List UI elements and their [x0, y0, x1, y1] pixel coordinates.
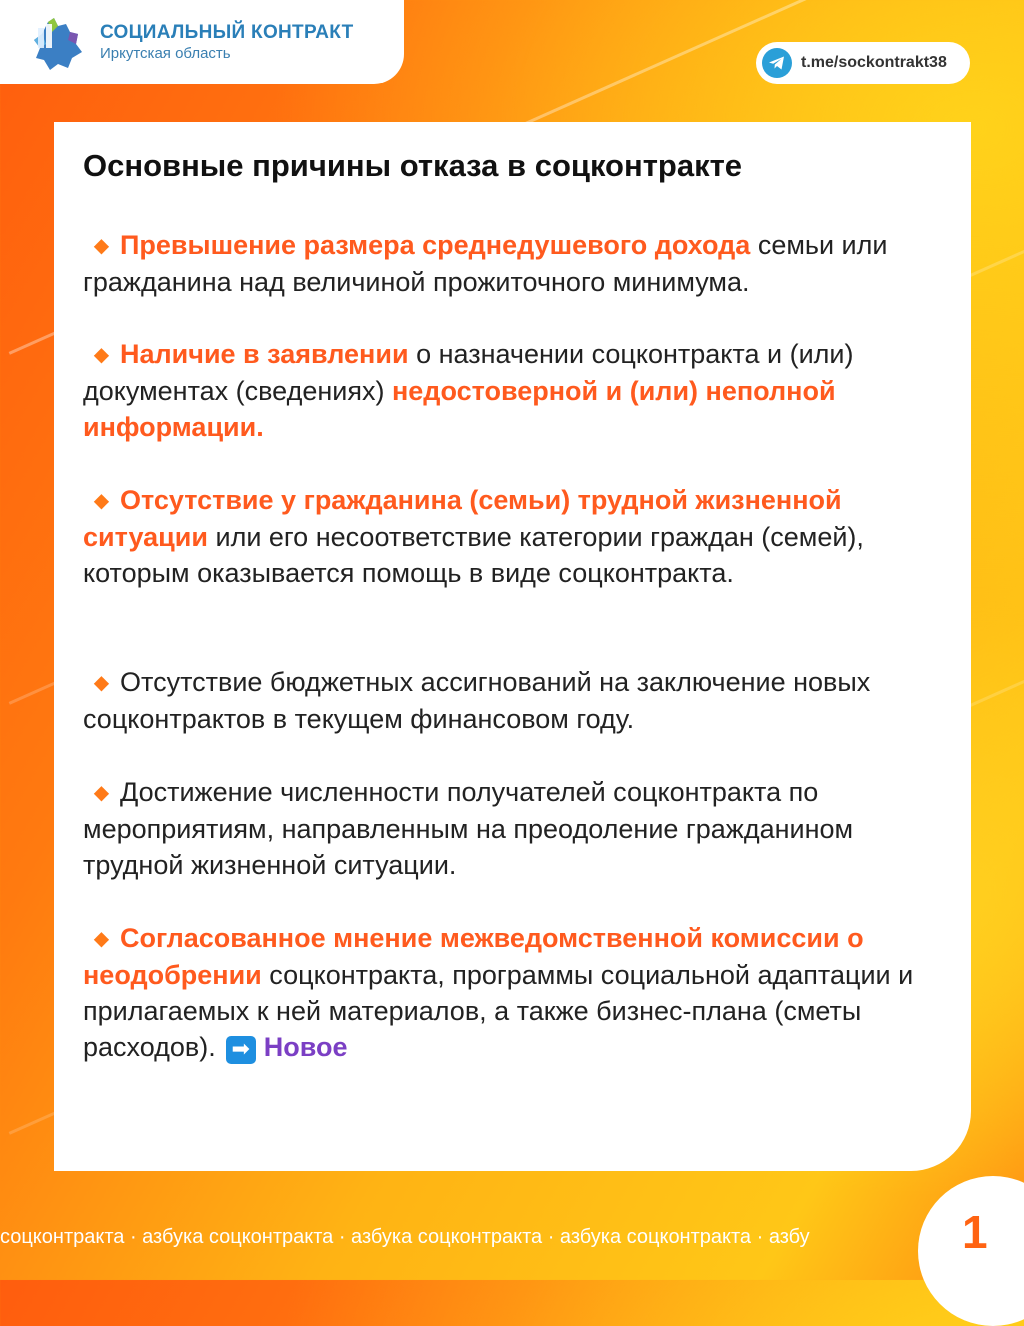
reason-item: ◆ Отсутствие у гражданина (семьи) трудной жизненной ситуации или его несоответствие категории граждан (семей), которым оказывается помощь в виде соцконтракта.	[83, 485, 864, 588]
telegram-link-text[interactable]: t.me/sockontrakt38	[801, 54, 947, 71]
diamond-bullet-icon: ◆	[93, 928, 110, 950]
reason-item: ◆ Достижение численности получателей соцконтракта по мероприятиям, направленным на преодоление гражданином трудной жизненной ситуации.	[83, 777, 854, 880]
reason-item: ◆ Отсутствие бюджетных ассигнований на заключение новых соцконтрактов в текущем финансовом году.	[83, 667, 871, 734]
content-card	[54, 122, 971, 1171]
footer-ticker: соцконтракта · азбука соцконтракта · азбука соцконтракта · азбука соцконтракта · азбу	[0, 1226, 810, 1248]
telegram-link[interactable]	[756, 42, 970, 84]
diamond-bullet-icon: ◆	[93, 235, 110, 257]
irkutsk-region-map-logo	[28, 14, 86, 72]
reason-item: ◆ Наличие в заявлении о назначении соцконтракта и (или) документах (сведениях) недостоверной и (или) неполной информации.	[83, 339, 854, 442]
card-title: Основные причины отказа в соцконтракте	[83, 148, 743, 183]
brand-header	[0, 0, 404, 84]
diamond-bullet-icon: ◆	[93, 344, 110, 366]
diamond-bullet-icon: ◆	[93, 782, 110, 804]
reason-item: ◆ Согласованное мнение межведомственной комиссии о неодобрении соцконтракта, программы социальной адаптации и прилагаемых к ней материалов, а также бизнес-плана (сметы расходов). ➡ Новое	[83, 923, 914, 1062]
brand-subtitle: Иркутская область	[100, 45, 231, 62]
diamond-bullet-icon: ◆	[93, 490, 110, 512]
brand-title: СОЦИАЛЬНЫЙ КОНТРАКТ	[100, 22, 354, 43]
arrow-right-icon: ➡	[226, 1036, 256, 1064]
new-badge: Новое	[263, 1032, 348, 1062]
page-number: 1	[962, 1206, 988, 1258]
telegram-icon	[762, 48, 792, 78]
reason-item: ◆ Превышение размера среднедушевого дохода семьи или гражданина над величиной прожиточного минимума.	[83, 230, 888, 297]
diamond-bullet-icon: ◆	[93, 672, 110, 694]
